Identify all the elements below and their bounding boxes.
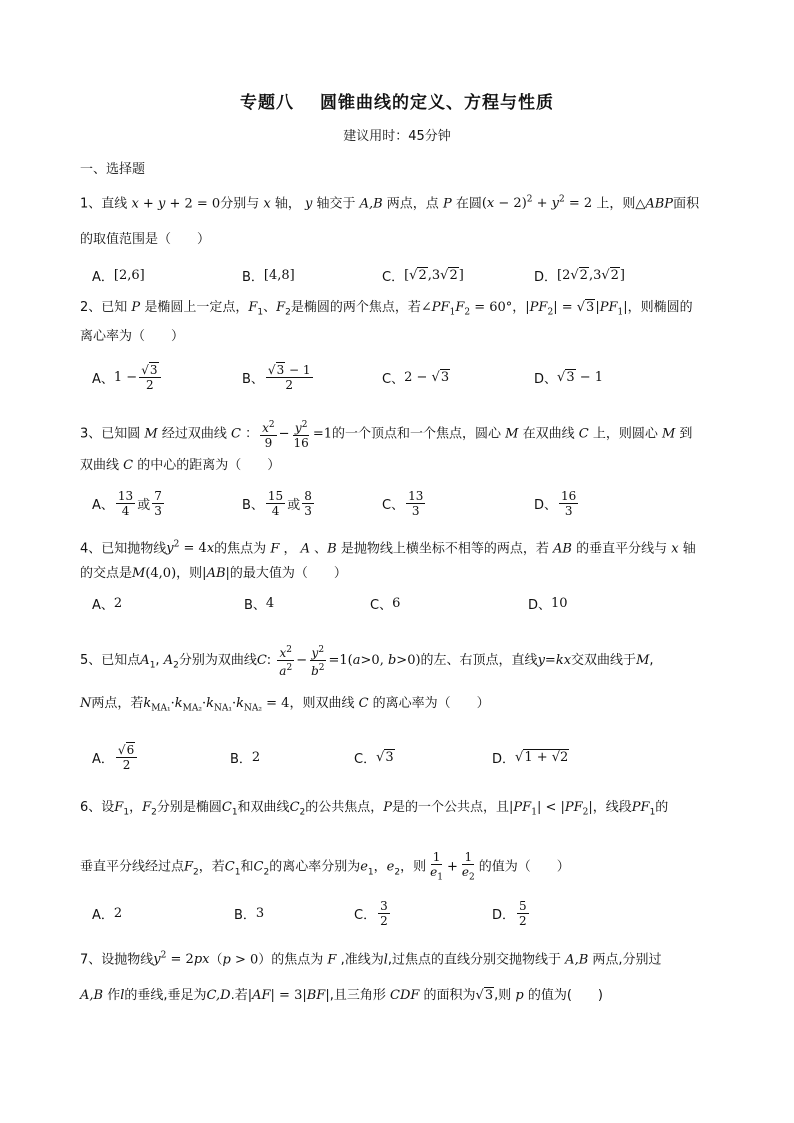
question-6-options xyxy=(92,896,712,930)
page-title xyxy=(0,88,794,113)
title-part1: 专题八 xyxy=(240,93,294,113)
option-b[interactable]: B． [4,8] xyxy=(242,267,295,285)
question-5: 5、已知点$A_1$, $A_2$分别为双曲线C: $\frac{x^2}{a^2}$ − $\frac{y^2}{b^2}$ =1(a>0, b>0)的左、右顶点，直线y=kx交双曲线于M, xyxy=(80,645,654,678)
option-c[interactable]: C． [√2,3√2] xyxy=(382,267,464,285)
option-c[interactable]: C、 $\frac{13}{3}$ xyxy=(382,488,424,518)
question-5-line2: N两点，若$k_{MA_1}\cdot k_{MA_2}\cdot k_{NA_1}\cdot k_{NA_2} = 4$，则双曲线 C 的离心率为（ ） xyxy=(80,696,490,714)
question-5-options xyxy=(92,740,712,774)
option-b[interactable]: B． 2 xyxy=(230,749,261,767)
question-6-line2: 垂直平分线经过点$F_2$，若$C_1$和$C_2$的离心率分别为$e_1$，$e_2$，则 $\frac{1}{e_1}$ + $\frac{1}{e_2}$ 的值为（ ） xyxy=(80,850,570,883)
option-a[interactable]: A． $\frac{√6}{2}$ xyxy=(92,740,139,774)
option-d[interactable]: D． √1 + √2 xyxy=(492,749,569,767)
option-b[interactable]: B． 3 xyxy=(234,905,265,923)
option-d[interactable]: D、 $\frac{16}{3}$ xyxy=(534,488,577,518)
question-1-options xyxy=(92,258,712,292)
question-2-line2: 离心率为（ ） xyxy=(80,329,185,344)
option-d[interactable]: D． $\frac{5}{2}$ xyxy=(492,898,527,928)
question-1: 1、直线 x + y + 2 = 0分别与 x 轴， y 轴交于 A,B 两点，点 P 在圆$(x - 2)^2 + y^2 = 2$ 上，则△ABP面积 xyxy=(80,195,700,212)
section-heading: 一、选择题 xyxy=(80,162,146,177)
question-4-options xyxy=(92,586,712,620)
question-3-options xyxy=(92,486,712,520)
option-a[interactable]: A、 2 xyxy=(92,595,123,613)
question-7-line2: A,B 作l的垂线,垂足为C,D.若|AF| = 3|BF|,且三角形 CDF 的面积为√3,则 p 的值为( ) xyxy=(80,988,603,1003)
option-a[interactable]: A． [2,6] xyxy=(92,267,145,285)
option-b[interactable]: B、 $\frac{√3 - 1}{2}$ xyxy=(242,362,311,392)
option-c[interactable]: C． √3 xyxy=(354,749,394,767)
question-3: 3、已知圆 M 经过双曲线 C ： $\frac{x^2}{9}$ − $\frac{y^2}{16}$ =1的一个顶点和一个焦点，圆心 M 在双曲线 C 上，则圆心 M 到 xyxy=(80,420,693,450)
question-2: 2、已知 P 是椭圆上一定点，$F_1$、$F_2$是椭圆的两个焦点，若$\angle PF_1F_2 = 60^\circ$，$|PF_2| = √3|PF_1|$，则椭圆的 xyxy=(80,300,693,318)
option-a[interactable]: A、 $\frac{13}{4}$ 或 $\frac{7}{3}$ xyxy=(92,488,162,518)
question-4-line2: 的交点是M(4,0)，则|AB|的最大值为（ ） xyxy=(80,566,347,581)
option-c[interactable]: C、 6 xyxy=(370,595,401,613)
option-b[interactable]: B、 $\frac{15}{4}$ 或 $\frac{8}{3}$ xyxy=(242,488,312,518)
option-c[interactable]: C、 2 − √3 xyxy=(382,369,450,387)
question-7: 7、设抛物线$y^2 = 2px(p > 0)$的焦点为 F ,准线为l,过焦点的直线分别交抛物线于 A,B 两点,分别过 xyxy=(80,951,662,968)
question-2-options xyxy=(92,360,712,394)
option-d[interactable]: D． [2√2,3√2] xyxy=(534,267,625,285)
option-c[interactable]: C． $\frac{3}{2}$ xyxy=(354,898,388,928)
option-b[interactable]: B、 4 xyxy=(244,595,275,613)
question-4: 4、已知抛物线$y^2 = 4x$的焦点为 F ， A 、B 是抛物线上横坐标不相等的两点，若 AB 的垂直平分线与 x 轴 xyxy=(80,540,696,557)
suggested-time: 建议用时：45分钟 xyxy=(343,129,451,144)
option-a[interactable]: A． 2 xyxy=(92,905,123,923)
option-a[interactable]: A、 1 − $\frac{√3}{2}$ xyxy=(92,360,163,394)
title-part2: 圆锥曲线的定义、方程与性质 xyxy=(320,93,554,113)
question-1-line2: 的取值范围是（ ） xyxy=(80,232,211,247)
question-3-line2: 双曲线 C 的中心的距离为（ ） xyxy=(80,458,281,473)
option-d[interactable]: D、 √3 − 1 xyxy=(534,369,604,387)
question-6: 6、设$F_1$，$F_2$分别是椭圆$C_1$和双曲线$C_2$的公共焦点，P是的一个公共点，且$|PF_1| < |PF_2|$，线段$PF_1$的 xyxy=(80,800,669,818)
option-d[interactable]: D、 10 xyxy=(528,595,568,613)
